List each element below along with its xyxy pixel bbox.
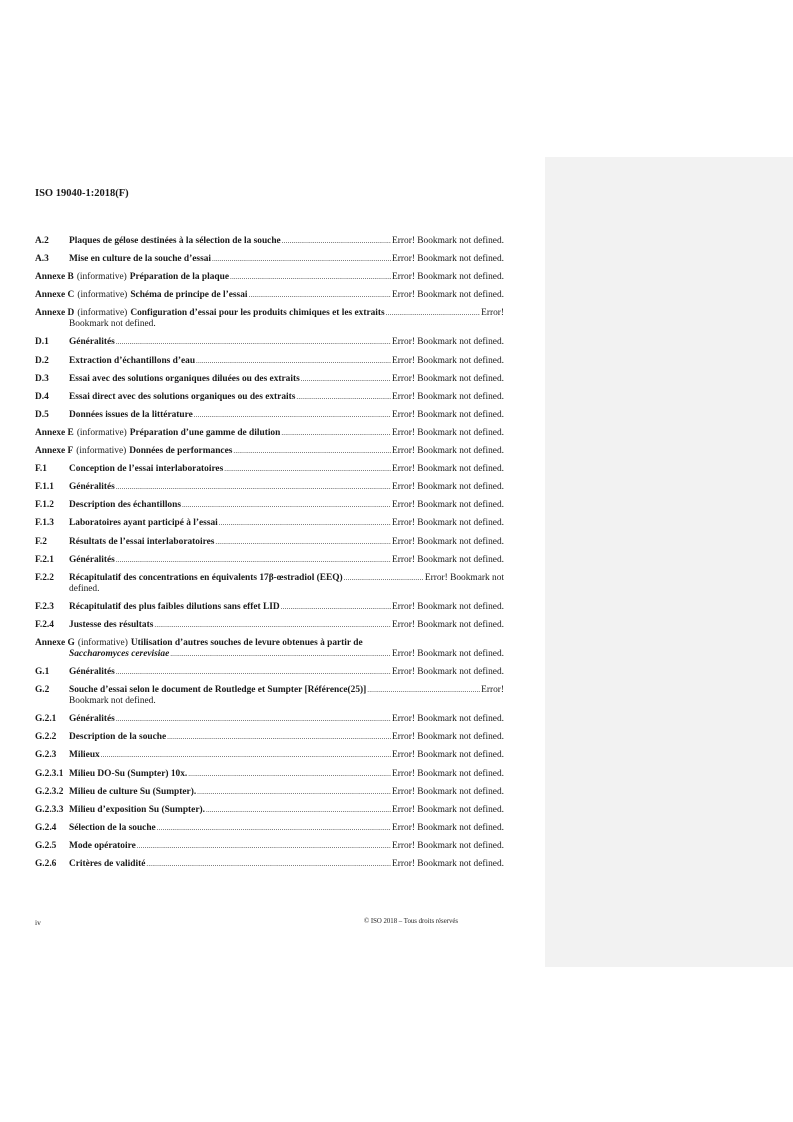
toc-entry-title[interactable]: Plaques de gélose destinées à la sélection de la souche bbox=[69, 236, 281, 246]
annex-informative: (informative) bbox=[77, 308, 128, 319]
dot-leader bbox=[116, 482, 391, 493]
toc-entry-page-continued[interactable]: Bookmark not defined. bbox=[69, 696, 156, 707]
toc-entry[interactable] bbox=[35, 841, 504, 852]
toc-entry-line[interactable] bbox=[35, 859, 504, 870]
toc-entry-page[interactable]: Error! Bookmark not defined. bbox=[392, 667, 504, 678]
toc-entry-page[interactable]: Error! Bookmark not defined. bbox=[392, 427, 504, 438]
toc-entry-page[interactable]: Error! Bookmark not defined. bbox=[392, 768, 504, 779]
toc-entry-page[interactable]: Error! Bookmark not defined. bbox=[392, 619, 504, 630]
toc-entry-title[interactable]: Mise en culture de la souche d’essai bbox=[69, 254, 212, 265]
annex-informative: (informative) bbox=[76, 446, 127, 457]
comment-pane bbox=[545, 157, 793, 967]
toc-entry[interactable] bbox=[35, 482, 504, 493]
annex-label: Annexe B bbox=[35, 272, 74, 283]
toc-entry-title[interactable]: Extraction d’échantillons d’eau bbox=[69, 355, 196, 366]
toc-entry-number: G.2.5 bbox=[35, 840, 57, 851]
toc-entry-line[interactable] bbox=[35, 356, 504, 367]
toc-entry[interactable] bbox=[35, 518, 504, 529]
toc-entry-title[interactable]: Milieu DO-Su (Sumpter) 10x. bbox=[69, 768, 188, 779]
toc-entry[interactable] bbox=[35, 308, 504, 330]
toc-entry-title[interactable]: Schéma de principe de l’essai bbox=[130, 290, 248, 301]
toc-entry-title[interactable]: Résultats de l’essai interlaboratoires bbox=[69, 536, 215, 547]
toc-entry-page[interactable]: Error! Bookmark not defined. bbox=[392, 601, 504, 612]
toc-entry-number: D.5 bbox=[35, 409, 49, 420]
toc-entry[interactable] bbox=[35, 787, 504, 798]
toc-entry[interactable] bbox=[35, 500, 504, 511]
toc-entry-line[interactable] bbox=[35, 620, 504, 631]
toc-entry-number: G.2.1 bbox=[35, 714, 57, 725]
table-of-contents bbox=[35, 236, 504, 870]
toc-entry-page[interactable]: Error! Bookmark not defined. bbox=[392, 859, 504, 869]
toc-entry-line[interactable] bbox=[35, 638, 504, 649]
toc-entry-line[interactable] bbox=[35, 649, 504, 660]
toc-entry-page[interactable]: Error! Bookmark not defined. bbox=[392, 714, 504, 725]
dot-leader bbox=[154, 620, 391, 631]
toc-entry[interactable] bbox=[35, 602, 504, 613]
toc-entry-page[interactable]: Error! Bookmark not defined. bbox=[392, 464, 504, 475]
toc-entry-line[interactable] bbox=[35, 500, 504, 511]
toc-entry-title[interactable]: Préparation de la plaque bbox=[129, 272, 230, 283]
toc-entry-title[interactable]: Récapitulatif des concentrations en équivalents 17β-œstradiol (EEQ) bbox=[69, 572, 343, 583]
toc-entry-number: F.1.3 bbox=[35, 518, 54, 529]
toc-entry-page-continued[interactable]: defined. bbox=[69, 583, 100, 594]
toc-entry-line[interactable] bbox=[35, 823, 504, 834]
toc-entry-title[interactable]: Critères de validité bbox=[69, 859, 146, 869]
dot-leader bbox=[215, 537, 391, 548]
dot-leader bbox=[116, 337, 391, 348]
toc-entry-number: A.2 bbox=[35, 236, 49, 246]
dot-leader bbox=[386, 308, 480, 319]
toc-entry-line[interactable] bbox=[35, 308, 504, 319]
toc-entry-line[interactable] bbox=[35, 841, 504, 852]
toc-entry-title[interactable]: Généralités bbox=[69, 337, 115, 348]
toc-entry-page[interactable]: Error! Bookmark not defined. bbox=[392, 786, 504, 797]
dot-leader bbox=[116, 714, 391, 725]
dot-leader bbox=[196, 356, 391, 367]
toc-entry-line[interactable] bbox=[35, 750, 504, 761]
toc-entry-number: F.2.1 bbox=[35, 554, 54, 565]
toc-entry-number: F.2.3 bbox=[35, 601, 54, 612]
toc-entry-line[interactable] bbox=[35, 482, 504, 493]
toc-entry[interactable] bbox=[35, 392, 504, 403]
toc-entry-title[interactable]: Milieu d’exposition Su (Sumpter). bbox=[69, 804, 205, 815]
toc-entry-title[interactable]: Description des échantillons bbox=[69, 500, 181, 511]
toc-entry[interactable] bbox=[35, 667, 504, 678]
toc-entry-title[interactable]: Généralités bbox=[69, 554, 115, 565]
toc-entry-page[interactable]: Error! Bookmark not defined. bbox=[392, 290, 504, 301]
toc-entry-number: G.2.3 bbox=[35, 750, 57, 761]
toc-entry-number: F.2 bbox=[35, 536, 47, 547]
dot-leader bbox=[281, 428, 391, 439]
toc-entry-page[interactable]: Error! Bookmark not defined. bbox=[392, 355, 504, 366]
dot-leader bbox=[301, 374, 391, 385]
annex-informative: (informative) bbox=[77, 637, 128, 648]
toc-entry-page[interactable]: Error! Bookmark not bbox=[424, 572, 504, 583]
toc-entry-number: G.2 bbox=[35, 685, 50, 696]
toc-entry[interactable] bbox=[35, 859, 504, 870]
toc-entry[interactable] bbox=[35, 732, 504, 743]
toc-entry-page[interactable]: Error! Bookmark not defined. bbox=[392, 236, 504, 246]
toc-entry-title[interactable]: Sélection de la souche bbox=[69, 822, 156, 833]
toc-entry-title[interactable]: Description de la souche bbox=[69, 732, 167, 743]
annex-label: Annexe D bbox=[35, 308, 75, 319]
toc-entry-line[interactable] bbox=[35, 537, 504, 548]
toc-entry-page[interactable]: Error! bbox=[481, 308, 504, 319]
toc-entry-line[interactable] bbox=[35, 685, 504, 696]
toc-entry[interactable] bbox=[35, 272, 504, 283]
toc-entry-title[interactable]: Généralités bbox=[69, 482, 115, 493]
toc-entry[interactable] bbox=[35, 750, 504, 761]
toc-entry-number: G.2.3.1 bbox=[35, 768, 64, 779]
toc-entry-line[interactable] bbox=[35, 805, 504, 816]
toc-entry-page[interactable]: Error! Bookmark not defined. bbox=[392, 254, 504, 265]
toc-entry-page[interactable]: Error! Bookmark not defined. bbox=[392, 840, 504, 851]
annex-label: Annexe E bbox=[35, 427, 74, 438]
dot-leader bbox=[194, 410, 391, 421]
toc-entry-page[interactable]: Error! Bookmark not defined. bbox=[392, 804, 504, 815]
dot-leader bbox=[167, 732, 391, 743]
toc-entry[interactable] bbox=[35, 464, 504, 475]
toc-entry-page[interactable]: Error! Bookmark not defined. bbox=[392, 500, 504, 511]
annex-informative: (informative) bbox=[76, 272, 127, 283]
toc-entry[interactable] bbox=[35, 337, 504, 348]
toc-entry-number: F.2.4 bbox=[35, 619, 54, 630]
dot-leader bbox=[296, 392, 391, 403]
toc-entry-title[interactable]: Configuration d’essai pour les produits chimiques et les extraits bbox=[130, 308, 385, 319]
dot-leader bbox=[157, 823, 391, 834]
toc-entry-line[interactable] bbox=[35, 732, 504, 743]
toc-entry-line[interactable] bbox=[35, 236, 504, 247]
toc-entry-page[interactable]: Error! Bookmark not defined. bbox=[392, 446, 504, 457]
toc-entry-title[interactable]: Données de performances bbox=[129, 446, 233, 457]
toc-entry[interactable] bbox=[35, 769, 504, 780]
toc-entry-title[interactable]: Essai direct avec des solutions organiques ou des extraits bbox=[69, 391, 296, 402]
copyright-notice: © ISO 2018 – Tous droits réservés bbox=[364, 918, 459, 925]
toc-entry-number: D.2 bbox=[35, 355, 49, 366]
dot-leader bbox=[182, 500, 391, 511]
toc-entry-page[interactable]: Error! Bookmark not defined. bbox=[392, 272, 504, 283]
toc-entry-page-continued[interactable]: Bookmark not defined. bbox=[69, 319, 156, 330]
toc-entry[interactable] bbox=[35, 236, 504, 247]
toc-entry[interactable] bbox=[35, 573, 504, 595]
toc-entry[interactable] bbox=[35, 410, 504, 421]
toc-entry[interactable] bbox=[35, 428, 504, 439]
document-header: ISO 19040-1:2018(F) bbox=[35, 188, 129, 199]
dot-leader bbox=[170, 649, 391, 660]
toc-entry-title[interactable]: Mode opératoire bbox=[69, 840, 136, 851]
dot-leader bbox=[367, 685, 480, 696]
toc-entry-number: G.2.3.2 bbox=[35, 786, 64, 797]
toc-entry-number: F.1.2 bbox=[35, 500, 54, 511]
dot-leader bbox=[281, 602, 391, 613]
toc-entry-page[interactable]: Error! Bookmark not defined. bbox=[392, 337, 504, 348]
toc-entry-title[interactable]: Généralités bbox=[69, 714, 115, 725]
toc-entry-title[interactable]: Conception de l’essai interlaboratoires bbox=[69, 464, 224, 475]
toc-entry-number: F.1 bbox=[35, 464, 47, 475]
toc-entry-line[interactable] bbox=[35, 464, 504, 475]
toc-entry[interactable] bbox=[35, 290, 504, 301]
toc-entry-title-italic[interactable]: Saccharomyces cerevisiae bbox=[69, 648, 170, 659]
toc-entry-line[interactable] bbox=[35, 254, 504, 265]
toc-entry[interactable] bbox=[35, 555, 504, 566]
toc-entry-line[interactable] bbox=[35, 337, 504, 348]
page-number: iv bbox=[35, 918, 41, 927]
dot-leader bbox=[146, 859, 391, 870]
toc-entry-number: F.2.2 bbox=[35, 572, 54, 583]
toc-entry-page[interactable]: Error! Bookmark not defined. bbox=[392, 482, 504, 493]
toc-entry-number: G.2.4 bbox=[35, 822, 57, 833]
toc-entry-line[interactable] bbox=[35, 555, 504, 566]
dot-leader bbox=[233, 446, 391, 457]
dot-leader bbox=[212, 254, 391, 265]
toc-entry-page[interactable]: Error! bbox=[481, 685, 504, 696]
toc-entry-number: G.2.2 bbox=[35, 732, 57, 743]
annex-label: Annexe F bbox=[35, 446, 74, 457]
toc-entry-number: F.1.1 bbox=[35, 482, 54, 493]
toc-entry-title[interactable]: Souche d’essai selon le document de Routledge et Sumpter [Référence(25)] bbox=[69, 685, 367, 696]
toc-entry-title[interactable]: Utilisation d’autres souches de levure obtenues à partir de bbox=[130, 637, 363, 648]
toc-entry[interactable] bbox=[35, 254, 504, 265]
toc-entry[interactable] bbox=[35, 638, 504, 660]
toc-entry-title[interactable]: Justesse des résultats bbox=[69, 619, 154, 630]
dot-leader bbox=[116, 667, 391, 678]
toc-entry-line[interactable] bbox=[35, 290, 504, 301]
dot-leader bbox=[219, 518, 391, 529]
toc-entry[interactable] bbox=[35, 823, 504, 834]
toc-entry-number: A.3 bbox=[35, 254, 49, 265]
annex-informative: (informative) bbox=[76, 427, 127, 438]
toc-entry-line[interactable] bbox=[35, 272, 504, 283]
dot-leader bbox=[344, 573, 424, 584]
toc-entry-number: G.2.6 bbox=[35, 859, 57, 869]
toc-entry-line[interactable] bbox=[35, 787, 504, 798]
toc-entry-title[interactable]: Généralités bbox=[69, 667, 115, 678]
annex-informative: (informative) bbox=[77, 290, 128, 301]
toc-entry-number: G.1 bbox=[35, 667, 50, 678]
dot-leader bbox=[249, 290, 392, 301]
dot-leader bbox=[230, 272, 391, 283]
toc-entry-line[interactable] bbox=[35, 667, 504, 678]
toc-entry-page[interactable]: Error! Bookmark not defined. bbox=[392, 409, 504, 420]
dot-leader bbox=[206, 805, 391, 816]
toc-entry-line[interactable] bbox=[35, 573, 504, 584]
toc-entry[interactable] bbox=[35, 805, 504, 816]
toc-entry-page[interactable]: Error! Bookmark not defined. bbox=[392, 391, 504, 402]
toc-entry-line[interactable] bbox=[35, 392, 504, 403]
toc-entry-line[interactable] bbox=[35, 769, 504, 780]
annex-label: Annexe G bbox=[35, 637, 75, 648]
toc-entry-title[interactable]: Récapitulatif des plus faibles dilutions sans effet LID bbox=[69, 601, 280, 612]
toc-entry-title[interactable]: Milieux bbox=[69, 750, 100, 761]
toc-entry-line[interactable] bbox=[35, 374, 504, 385]
toc-entry[interactable] bbox=[35, 537, 504, 548]
toc-entry-number: D.3 bbox=[35, 373, 49, 384]
toc-entry-title[interactable]: Laboratoires ayant participé à l’essai bbox=[69, 518, 218, 529]
dot-leader bbox=[137, 841, 391, 852]
toc-entry[interactable] bbox=[35, 356, 504, 367]
toc-entry-page[interactable]: Error! Bookmark not defined. bbox=[392, 536, 504, 547]
toc-entry-line[interactable] bbox=[35, 410, 504, 421]
toc-entry-title[interactable]: Préparation d’une gamme de dilution bbox=[129, 427, 281, 438]
dot-leader bbox=[188, 769, 391, 780]
dot-leader bbox=[101, 750, 391, 761]
toc-entry-page[interactable]: Error! Bookmark not defined. bbox=[392, 373, 504, 384]
toc-entry-title[interactable]: Milieu de culture Su (Sumpter). bbox=[69, 786, 197, 797]
toc-entry-page[interactable]: Error! Bookmark not defined. bbox=[392, 518, 504, 529]
toc-entry[interactable] bbox=[35, 446, 504, 457]
toc-entry-number: D.4 bbox=[35, 391, 49, 402]
dot-leader bbox=[282, 236, 391, 247]
dot-leader bbox=[197, 787, 391, 798]
toc-entry-title[interactable]: Données issues de la littérature bbox=[69, 409, 193, 420]
dot-leader bbox=[224, 464, 391, 475]
toc-entry-page[interactable]: Error! Bookmark not defined. bbox=[392, 554, 504, 565]
toc-entry[interactable] bbox=[35, 714, 504, 725]
toc-entry-page[interactable]: Error! Bookmark not defined. bbox=[392, 750, 504, 761]
toc-entry-line[interactable] bbox=[35, 518, 504, 529]
toc-entry-page[interactable]: Error! Bookmark not defined. bbox=[392, 822, 504, 833]
toc-entry[interactable] bbox=[35, 620, 504, 631]
toc-entry-line[interactable] bbox=[35, 602, 504, 613]
toc-entry[interactable] bbox=[35, 685, 504, 707]
toc-entry-line[interactable] bbox=[35, 428, 504, 439]
toc-entry-title[interactable]: Essai avec des solutions organiques diluées ou des extraits bbox=[69, 373, 300, 384]
toc-entry-number: D.1 bbox=[35, 337, 49, 348]
toc-entry[interactable] bbox=[35, 374, 504, 385]
annex-label: Annexe C bbox=[35, 290, 75, 301]
toc-entry-line[interactable] bbox=[35, 446, 504, 457]
toc-entry-line[interactable] bbox=[35, 714, 504, 725]
toc-entry-page[interactable]: Error! Bookmark not defined. bbox=[392, 732, 504, 743]
toc-entry-page[interactable]: Error! Bookmark not defined. bbox=[392, 648, 504, 659]
toc-entry-number: G.2.3.3 bbox=[35, 804, 64, 815]
dot-leader bbox=[116, 555, 391, 566]
